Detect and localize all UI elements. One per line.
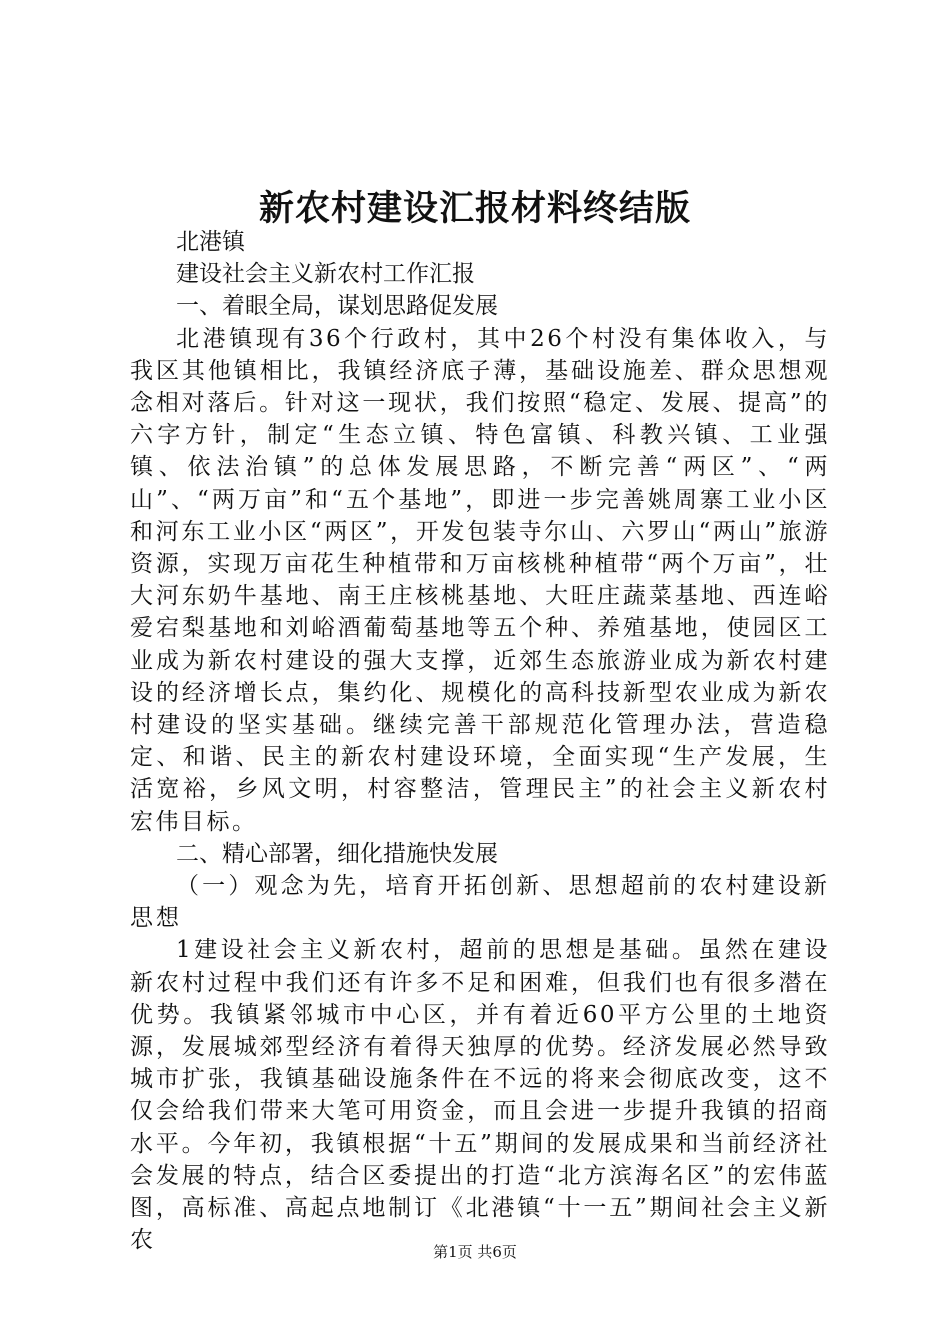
paragraph-subsection-1-body: 1建设社会主义新农村，超前的思想是基础。虽然在建设新农村过程中我们还有许多不足和困难，但我们也有很多潜在优势。我镇紧邻城市中心区，并有着近60平方公里的土地资源，发展城郊型经济有着得天独厚的优势。经济发展必然导致城市扩张，我镇基础设施条件在不远的将来会彻底改变，这不仅会给我们带来大笔可用资金，而且会进一步提升我镇的招商水平。今年初，我镇根据“十五”期间的发展成果和当前经济社会发展的特点，结合区委提出的打造“北方滨海名区”的宏伟蓝图，高标准、高起点地制订《北港镇“十一五”期间社会主义新农 bbox=[130, 937, 830, 1254]
paragraph-subsection-1-heading: （一）观念为先，培育开拓创新、思想超前的农村建设新思想 bbox=[130, 873, 830, 932]
document-title: 新农村建设汇报材料终结版 bbox=[258, 188, 691, 229]
page-indicator: 第1页 共6页 bbox=[433, 1243, 517, 1261]
paragraph-town-name: 北港镇 bbox=[176, 229, 245, 255]
page-footer bbox=[0, 1242, 950, 1262]
document-body bbox=[130, 226, 830, 1257]
paragraph-report-subtitle: 建设社会主义新农村工作汇报 bbox=[176, 261, 475, 288]
paragraph-section-1-heading: 一、着眼全局，谋划思路促发展 bbox=[176, 293, 498, 320]
paragraph-section-1-body: 北港镇现有36个行政村，其中26个村没有集体收入，与我区其他镇相比，我镇经济底子薄，基础设施差、群众思想观念相对落后。针对这一现状，我们按照“稳定、发展、提高”的六字方针，制定“生态立镇、特色富镇、科教兴镇、工业强镇、依法治镇”的总体发展思路，不断完善“两区”、“两山”、“两万亩”和“五个基地”，即进一步完善姚周寨工业小区和河东工业小区“两区”，开发包装寺尔山、六罗山“两山”旅游资源，实现万亩花生种植带和万亩核桃种植带“两个万亩”，壮大河东奶牛基地、南王庄核桃基地、大旺庄蔬菜基地、西连峪爱宕梨基地和刘峪酒葡萄基地等五个种、养殖基地，使园区工业成为新农村建设的强大支撑，近郊生态旅游业成为新农村建设的经济增长点，集约化、规模化的高科技新型农业成为新农村建设的坚实基础。继续完善干部规范化管理办法，营造稳定、和谐、民主的新农村建设环境，全面实现“生产发展，生活宽裕，乡风文明，村容整洁，管理民主”的社会主义新农村宏伟目标。 bbox=[130, 325, 830, 835]
paragraph-section-2-heading: 二、精心部署，细化措施快发展 bbox=[176, 840, 498, 867]
